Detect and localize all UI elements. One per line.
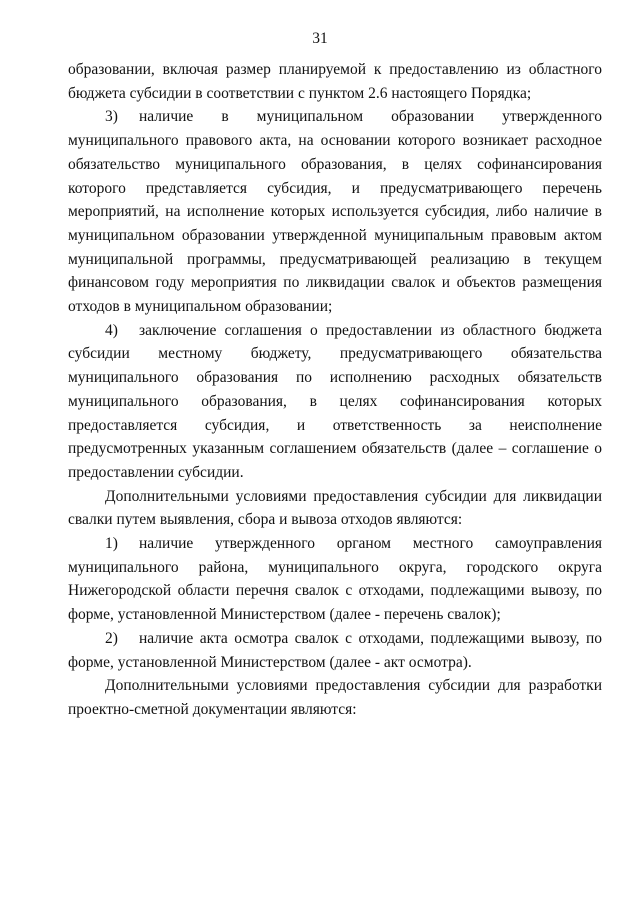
paragraph-additional-conditions-removal bbox=[68, 485, 602, 532]
list-item-number: 3) bbox=[105, 108, 118, 126]
list-item-3 bbox=[68, 105, 602, 318]
list-item-text: наличие утвержденного органом местного самоуправления муниципального района, муниципального округа, городского округа Нижегородской области перечня свалок с отходами, подлежащими вывозу, по форме, установленной Министерством (далее - перечень свалок); bbox=[68, 535, 602, 624]
paragraph-text: образовании, включая размер планируемой к предоставлению из областного бюджета субсидии в соответствии с пунктом 2.6 настоящего Порядка; bbox=[68, 61, 602, 102]
list-item-number: 2) bbox=[105, 629, 118, 647]
list-item-4 bbox=[68, 319, 602, 485]
list-item-text: наличие в муниципальном образовании утвержденного муниципального правового акта, на основании которого возникает расходное обязательство муниципального образования, в целях софинансирования которого представляется субсидия, и предусматривающего перечень мероприятий, на исполнение которых используется субсидия, либо наличие в муниципальном образовании утвержденной муниципальным правовым актом муниципальной программы, предусматривающей реализацию в текущем финансовом году мероприятия по ликвидации свалок и объектов размещения отходов в муниципальном образовании; bbox=[68, 108, 602, 316]
paragraph-additional-conditions-design bbox=[68, 674, 602, 721]
list-item-2 bbox=[68, 627, 602, 674]
list-item-number: 4) bbox=[105, 321, 118, 339]
page-number: 31 bbox=[312, 30, 328, 47]
paragraph-continuation bbox=[68, 58, 602, 105]
list-item-text: наличие акта осмотра свалок с отходами, подлежащими вывозу, по форме, установленной Министерством (далее - акт осмотра). bbox=[68, 629, 602, 671]
list-item-1 bbox=[68, 532, 602, 627]
document-body bbox=[68, 58, 602, 722]
list-item-text: заключение соглашения о предоставлении из областного бюджета субсидии местному бюджету, предусматривающего обязательства муниципального образования по исполнению расходных обязательств муниципального образования, в целях софинансирования которых предоставляется субсидия, и ответственность за неисполнение предусмотренных указанным соглашением обязательств (далее – соглашение о предоставлении субсидии. bbox=[68, 321, 602, 481]
list-item-number: 1) bbox=[105, 535, 118, 553]
paragraph-text: Дополнительными условиями предоставления субсидии для разработки проектно-сметной документации являются: bbox=[68, 677, 602, 718]
paragraph-text: Дополнительными условиями предоставления субсидии для ликвидации свалки путем выявления, сбора и вывоза отходов являются: bbox=[68, 487, 602, 529]
